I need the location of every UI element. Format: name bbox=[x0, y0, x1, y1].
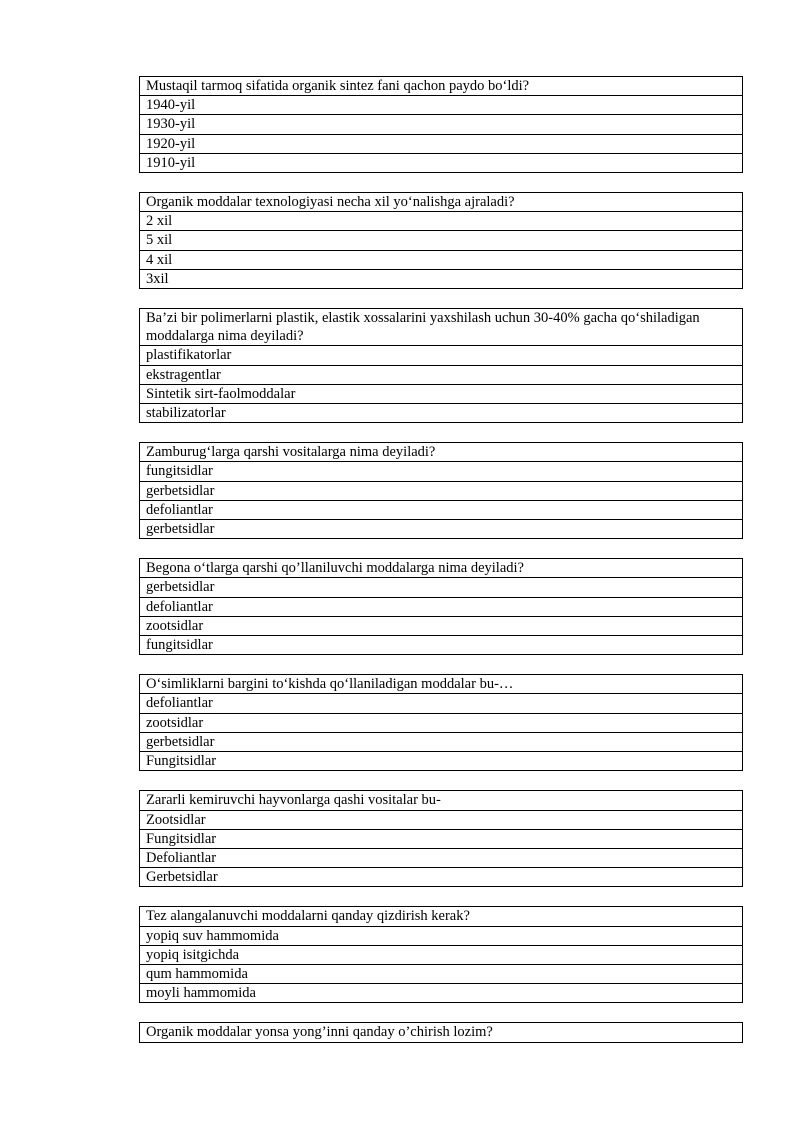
answer-option: 3xil bbox=[140, 269, 743, 288]
question-text: Zararli kemiruvchi hayvonlarga qashi vositalar bu- bbox=[140, 791, 743, 810]
answer-option: fungitsidlar bbox=[140, 462, 743, 481]
answer-option: moyli hammomida bbox=[140, 984, 743, 1003]
answer-option: Zootsidlar bbox=[140, 810, 743, 829]
question-text: Ba’zi bir polimerlarni plastik, elastik xossalarini yaxshilash uchun 30-40% gacha qo‘shiladigan moddalarga nima deyiladi? bbox=[140, 309, 743, 346]
question-text: Begona o‘tlarga qarshi qo’llaniluvchi moddalarga nima deyiladi? bbox=[140, 559, 743, 578]
answer-option: 4 xil bbox=[140, 250, 743, 269]
answer-option: Sintetik sirt-faolmoddalar bbox=[140, 384, 743, 403]
answer-option: yopiq isitgichda bbox=[140, 945, 743, 964]
answer-option: defoliantlar bbox=[140, 500, 743, 519]
question-table-4 bbox=[139, 442, 743, 539]
answer-option: qum hammomida bbox=[140, 964, 743, 983]
question-text: Mustaqil tarmoq sifatida organik sintez fani qachon paydo bo‘ldi? bbox=[140, 77, 743, 96]
answer-option: gerbetsidlar bbox=[140, 578, 743, 597]
question-table-5 bbox=[139, 558, 743, 655]
question-table-6 bbox=[139, 674, 743, 771]
answer-option: plastifikatorlar bbox=[140, 346, 743, 365]
question-table-1 bbox=[139, 76, 743, 173]
answer-option: stabilizatorlar bbox=[140, 404, 743, 423]
question-text: Organik moddalar texnologiyasi necha xil yo‘nalishga ajraladi? bbox=[140, 193, 743, 212]
question-text: Zamburug‘larga qarshi vositalarga nima deyiladi? bbox=[140, 443, 743, 462]
answer-option: Gerbetsidlar bbox=[140, 868, 743, 887]
answer-option: defoliantlar bbox=[140, 597, 743, 616]
question-table-9 bbox=[139, 1022, 743, 1042]
question-table-2 bbox=[139, 192, 743, 289]
answer-option: fungitsidlar bbox=[140, 636, 743, 655]
answer-option: gerbetsidlar bbox=[140, 732, 743, 751]
question-table-8 bbox=[139, 906, 743, 1003]
answer-option: 1930-yil bbox=[140, 115, 743, 134]
answer-option: zootsidlar bbox=[140, 713, 743, 732]
question-table-7 bbox=[139, 790, 743, 887]
answer-option: 1920-yil bbox=[140, 134, 743, 153]
answer-option: Fungitsidlar bbox=[140, 752, 743, 771]
answer-option: 5 xil bbox=[140, 231, 743, 250]
answer-option: yopiq suv hammomida bbox=[140, 926, 743, 945]
question-text: Tez alangalanuvchi moddalarni qanday qizdirish kerak? bbox=[140, 907, 743, 926]
answer-option: 1940-yil bbox=[140, 96, 743, 115]
question-table-3 bbox=[139, 308, 743, 423]
answer-option: zootsidlar bbox=[140, 616, 743, 635]
answer-option: gerbetsidlar bbox=[140, 481, 743, 500]
question-text: Organik moddalar yonsa yong’inni qanday o’chirish lozim? bbox=[140, 1023, 743, 1042]
answer-option: ekstragentlar bbox=[140, 365, 743, 384]
answer-option: Fungitsidlar bbox=[140, 829, 743, 848]
answer-option: gerbetsidlar bbox=[140, 520, 743, 539]
answer-option: 1910-yil bbox=[140, 153, 743, 172]
question-text: O‘simliklarni bargini to‘kishda qo‘llaniladigan moddalar bu-… bbox=[140, 675, 743, 694]
answer-option: Defoliantlar bbox=[140, 848, 743, 867]
answer-option: defoliantlar bbox=[140, 694, 743, 713]
question-sheet bbox=[139, 76, 743, 1062]
answer-option: 2 xil bbox=[140, 212, 743, 231]
